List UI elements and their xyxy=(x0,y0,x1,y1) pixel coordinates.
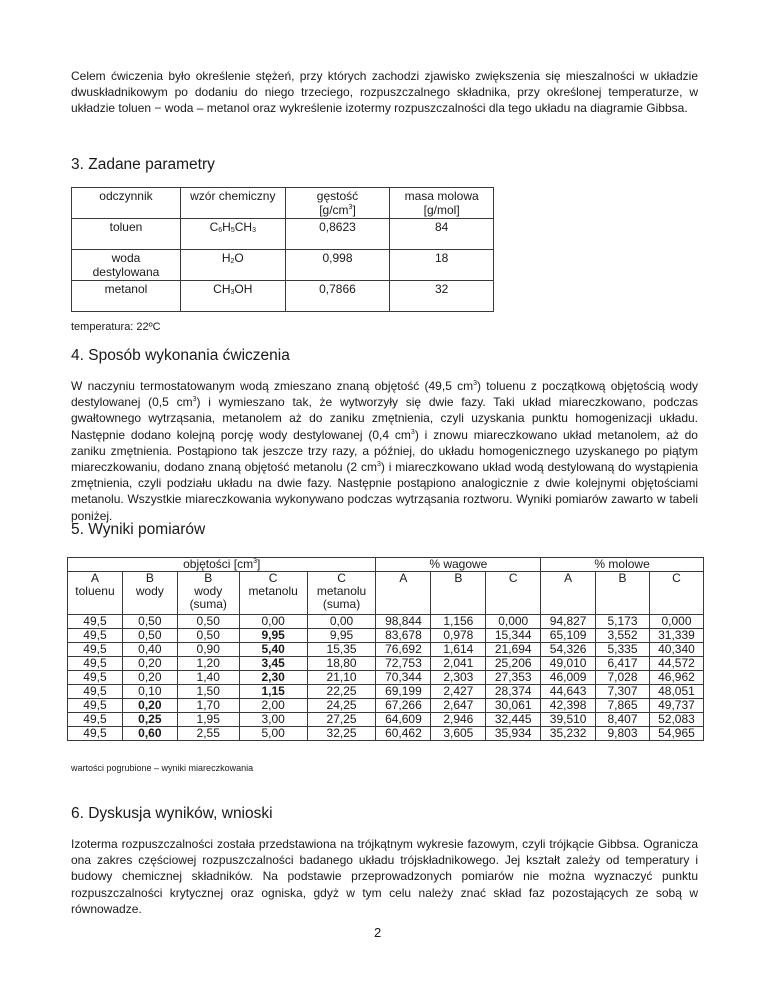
section-3-heading: 3. Zadane parametry xyxy=(71,156,215,173)
table-cell: 1,20 xyxy=(177,657,239,671)
table-cell: 49,5 xyxy=(68,615,123,629)
table-cell: 21,10 xyxy=(307,671,376,685)
table-cell: 22,25 xyxy=(307,685,376,699)
table-row xyxy=(68,629,704,643)
bold-values-note: wartości pogrubione – wyniki miareczkowania xyxy=(71,763,254,773)
column-header: C xyxy=(486,572,541,615)
table-cell: 27,25 xyxy=(307,713,376,727)
parameters-table xyxy=(71,187,494,312)
table-row xyxy=(68,657,704,671)
table-cell: 49,5 xyxy=(68,713,123,727)
table-cell: 52,083 xyxy=(649,713,703,727)
table-cell: 70,344 xyxy=(376,671,431,685)
table-cell: 1,40 xyxy=(177,671,239,685)
table-cell: 18,80 xyxy=(307,657,376,671)
table-cell: 5,00 xyxy=(239,727,307,741)
table-row xyxy=(68,713,704,727)
mass-percent-header: % wagowe xyxy=(376,558,541,572)
section-6-heading: 6. Dyskusja wyników, wnioski xyxy=(71,805,273,822)
table-cell: 3,552 xyxy=(596,629,650,643)
table-cell: 54,965 xyxy=(649,727,703,741)
table-cell: 0,25 xyxy=(122,713,177,727)
table-cell: 76,692 xyxy=(376,643,431,657)
table-cell: 1,70 xyxy=(177,699,239,713)
column-header: A xyxy=(541,572,596,615)
header-cell: odczynnik xyxy=(72,188,181,219)
table-cell: 2,647 xyxy=(431,699,486,713)
table-cell: 44,572 xyxy=(649,657,703,671)
table-cell: 42,398 xyxy=(541,699,596,713)
table-cell: 1,15 xyxy=(239,685,307,699)
table-cell: 0,20 xyxy=(122,657,177,671)
table-cell: 1,156 xyxy=(431,615,486,629)
table-cell: 15,344 xyxy=(486,629,541,643)
table-cell: 0,40 xyxy=(122,643,177,657)
table-cell: 39,510 xyxy=(541,713,596,727)
table-cell: 64,609 xyxy=(376,713,431,727)
column-header: B xyxy=(596,572,650,615)
results-body xyxy=(68,615,704,741)
table-cell: 0,00 xyxy=(239,615,307,629)
table-cell: 49,010 xyxy=(541,657,596,671)
table-cell: 7,028 xyxy=(596,671,650,685)
table-cell: 24,25 xyxy=(307,699,376,713)
table-row xyxy=(68,685,704,699)
table-cell: 2,946 xyxy=(431,713,486,727)
table-cell: 9,803 xyxy=(596,727,650,741)
table-cell: 2,55 xyxy=(177,727,239,741)
table-cell: 0,60 xyxy=(122,727,177,741)
table-cell: 6,417 xyxy=(596,657,650,671)
table-cell: 1,614 xyxy=(431,643,486,657)
group-header-row xyxy=(68,558,704,572)
column-header: B xyxy=(431,572,486,615)
table-cell: 35,934 xyxy=(486,727,541,741)
table-cell: 27,353 xyxy=(486,671,541,685)
discussion-paragraph: Izoterma rozpuszczalności została przedstawiona na trójkątnym wykresie fazowym, czyli trójkącie Gibbsa. Ogranicza ona zakres częściowej rozpuszczalności badanego układu trójskładnikowego. Jej kształt zależy od temperatury i budowy chemicznej składników. Na podstawie przeprowadzonych pomiarów nie można wyznaczyć punktu rozpuszczalności krytycznej oraz ogniska, gdyż w tym celu należy znać skład faz pozostających ze sobą w równowadze. xyxy=(71,837,698,916)
density-cell: 0,998 xyxy=(285,250,390,281)
table-cell: 0,50 xyxy=(177,615,239,629)
table-cell: 49,5 xyxy=(68,685,123,699)
molar-mass-cell: 84 xyxy=(390,219,494,250)
table-cell: 1,50 xyxy=(177,685,239,699)
table-row xyxy=(68,727,704,741)
table-cell: 0,90 xyxy=(177,643,239,657)
table-cell: 98,844 xyxy=(376,615,431,629)
reagent-cell: woda destylowana xyxy=(72,250,181,281)
table-cell: 21,694 xyxy=(486,643,541,657)
table-cell: 25,206 xyxy=(486,657,541,671)
formula-cell: $CH_3OH$ xyxy=(180,281,285,312)
molar-mass-cell: 18 xyxy=(390,250,494,281)
table-cell: 30,061 xyxy=(486,699,541,713)
table-cell: 49,5 xyxy=(68,629,123,643)
table-cell: 2,427 xyxy=(431,685,486,699)
table-row xyxy=(68,671,704,685)
table-cell: 32,25 xyxy=(307,727,376,741)
table-cell: 2,303 xyxy=(431,671,486,685)
table-row xyxy=(72,250,494,281)
parameters-header-row xyxy=(72,188,494,219)
table-cell: 15,35 xyxy=(307,643,376,657)
table-cell: 0,50 xyxy=(177,629,239,643)
table-cell: 32,445 xyxy=(486,713,541,727)
table-cell: 49,737 xyxy=(649,699,703,713)
header-cell: masa molowa [g/mol] xyxy=(390,188,494,219)
table-cell: 83,678 xyxy=(376,629,431,643)
table-cell: 0,20 xyxy=(122,699,177,713)
column-header: A toluenu xyxy=(68,572,123,615)
density-cell: 0,7866 xyxy=(285,281,390,312)
reagent-cell: toluen xyxy=(72,219,181,250)
table-cell: 7,307 xyxy=(596,685,650,699)
table-cell: 67,266 xyxy=(376,699,431,713)
column-header: C xyxy=(649,572,703,615)
table-cell: 65,109 xyxy=(541,629,596,643)
density-cell: 0,8623 xyxy=(285,219,390,250)
table-cell: 0,978 xyxy=(431,629,486,643)
column-header: B wody xyxy=(122,572,177,615)
table-cell: 7,865 xyxy=(596,699,650,713)
table-cell: 1,95 xyxy=(177,713,239,727)
column-header: A xyxy=(376,572,431,615)
table-cell: 49,5 xyxy=(68,671,123,685)
results-table xyxy=(67,557,704,741)
table-cell: 49,5 xyxy=(68,727,123,741)
table-cell: 72,753 xyxy=(376,657,431,671)
table-cell: 2,30 xyxy=(239,671,307,685)
table-row xyxy=(68,699,704,713)
procedure-paragraph: W naczyniu termostatowanym wodą zmieszano znaną objętość (49,5 $cm^3$) toluenu z początkową objętością wody destylowanej (0,5 $cm^3$) i wymieszano tak, że wytworzyły się dwie fazy. Taki układ miareczkowano, podczas gwałtownego wytrząsania, metanolem aż do zaniku zmętnienia, czyli uzyskania punktu homogenizacji układu. Następnie dodano kolejną porcję wody destylowanej (0,4 $cm^3$) i znowu miareczkowano układ metanolem, aż do zaniku zmętnienia. Postąpiono tak jeszcze trzy razy, a później, do układu homogenicznego uzyskanego po piątym miareczkowaniu, dodano znaną objętość metanolu (2 $cm^3$) i miareczkowano układ wodą destylowaną do wystąpienia zmętnienia, czyli podziału układu na dwie fazy. Następnie postąpiono analogicznie z dwie kolejnymi objętościami metanolu. Wszystkie miareczkowania wykonywano podczas wytrząsania roztworu. Wyniki pomiarów zawarto w tabeli poniżej. xyxy=(71,379,699,523)
table-cell: 0,000 xyxy=(649,615,703,629)
table-cell: 0,000 xyxy=(486,615,541,629)
table-cell: 49,5 xyxy=(68,657,123,671)
table-cell: 3,00 xyxy=(239,713,307,727)
table-cell: 49,5 xyxy=(68,699,123,713)
table-row xyxy=(72,281,494,312)
reagent-cell: metanol xyxy=(72,281,181,312)
table-cell: 9,95 xyxy=(307,629,376,643)
temperature-label: temperatura: 22ºC xyxy=(71,321,161,333)
formula-cell: $C_6H_5CH_3$ xyxy=(180,219,285,250)
section-4-heading: 4. Sposób wykonania ćwiczenia xyxy=(71,347,290,364)
table-cell: 44,643 xyxy=(541,685,596,699)
column-header: C metanolu xyxy=(239,572,307,615)
table-cell: 2,041 xyxy=(431,657,486,671)
table-cell: 31,339 xyxy=(649,629,703,643)
table-row xyxy=(68,615,704,629)
table-cell: 2,00 xyxy=(239,699,307,713)
table-cell: 9,95 xyxy=(239,629,307,643)
header-cell: gęstość $[g/cm^3]$ xyxy=(285,188,390,219)
formula-cell: $H_2O$ xyxy=(180,250,285,281)
table-cell: 8,407 xyxy=(596,713,650,727)
table-cell: 5,173 xyxy=(596,615,650,629)
table-cell: 49,5 xyxy=(68,643,123,657)
table-cell: 5,335 xyxy=(596,643,650,657)
table-row xyxy=(68,643,704,657)
table-cell: 35,232 xyxy=(541,727,596,741)
table-row xyxy=(72,219,494,250)
table-cell: 0,50 xyxy=(122,629,177,643)
mole-percent-header: % molowe xyxy=(541,558,704,572)
table-cell: 69,199 xyxy=(376,685,431,699)
table-cell: 5,40 xyxy=(239,643,307,657)
intro-paragraph: Celem ćwiczenia było określenie stężeń, przy których zachodzi zjawisko zwiększenia się mieszalności w układzie dwuskładnikowym po dodaniu do niego trzeciego, rozpuszczalnego składnika, przy określonej temperaturze, w układzie toluen − woda – metanol oraz wykreślenie izotermy rozpuszczalności dla tego układu na diagramie Gibbsa. xyxy=(71,69,698,116)
table-cell: 0,10 xyxy=(122,685,177,699)
table-cell: 40,340 xyxy=(649,643,703,657)
table-cell: 28,374 xyxy=(486,685,541,699)
volumes-header: objętości $[cm^3]$ xyxy=(68,558,376,572)
column-header: C metanolu (suma) xyxy=(307,572,376,615)
table-cell: 46,009 xyxy=(541,671,596,685)
section-5-heading: 5. Wyniki pomiarów xyxy=(71,521,206,538)
table-cell: 48,051 xyxy=(649,685,703,699)
table-cell: 0,00 xyxy=(307,615,376,629)
molar-mass-cell: 32 xyxy=(390,281,494,312)
table-cell: 46,962 xyxy=(649,671,703,685)
table-cell: 3,605 xyxy=(431,727,486,741)
table-cell: 0,50 xyxy=(122,615,177,629)
table-cell: 54,326 xyxy=(541,643,596,657)
table-cell: 0,20 xyxy=(122,671,177,685)
column-header: B wody (suma) xyxy=(177,572,239,615)
page-number: 2 xyxy=(374,925,382,940)
sub-header-row xyxy=(68,572,704,615)
header-cell: wzór chemiczny xyxy=(180,188,285,219)
table-cell: 94,827 xyxy=(541,615,596,629)
table-cell: 60,462 xyxy=(376,727,431,741)
table-cell: 3,45 xyxy=(239,657,307,671)
